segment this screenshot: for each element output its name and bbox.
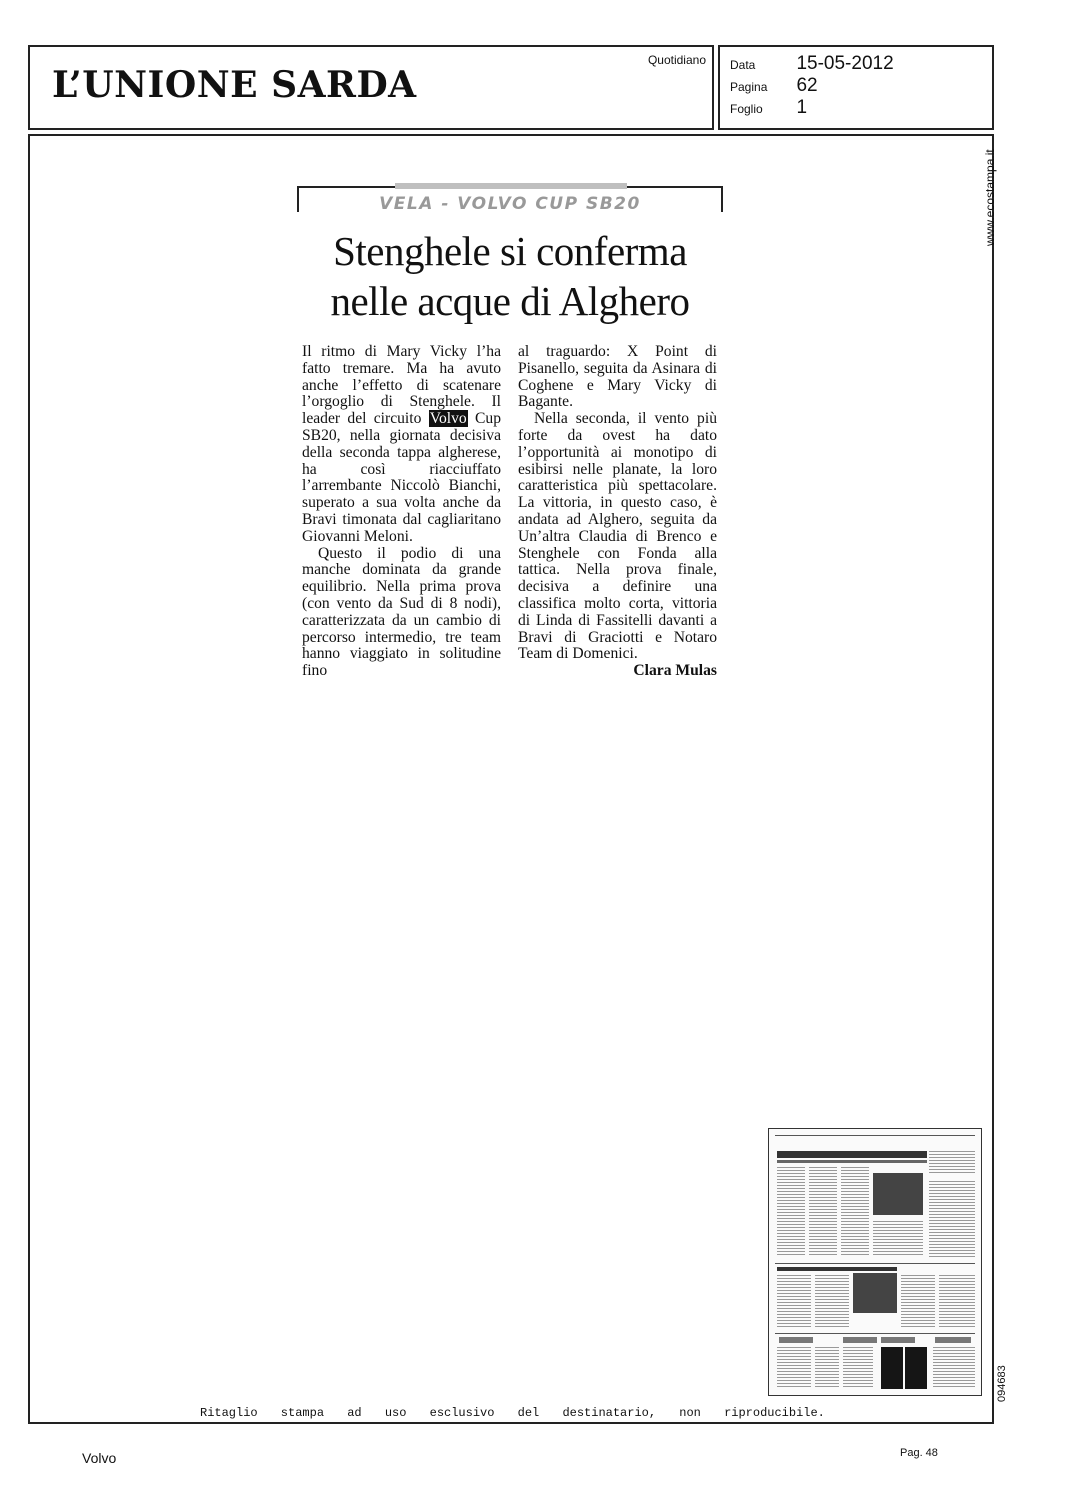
headline-line-2: nelle acque di Alghero — [330, 278, 690, 324]
kicker: VELA - VOLVO CUP SB20 — [379, 194, 641, 214]
side-code: 094683 — [996, 1365, 1008, 1402]
publication-type: Quotidiano — [647, 53, 706, 67]
sheet-row — [730, 97, 807, 119]
headline-line-1: Stenghele si conferma — [333, 228, 687, 274]
footer-disclaimer: Ritaglio stampa ad uso esclusivo del destinatario, non riproducibile. — [200, 1406, 825, 1420]
date-row — [730, 53, 894, 75]
paragraph-2: Questo il podio di una manche dominata da grande equilibrio. Nella prima prova (con vento da Sud di 8 nodi), caratterizzata da un cambio di percorso intermedio, tre team hanno viaggiato in solitudine fino — [302, 544, 501, 680]
side-url: www.ecostampa.it — [983, 149, 997, 246]
page-number: Pag. 48 — [900, 1447, 938, 1459]
masthead-box — [28, 45, 714, 130]
date-label: Data — [730, 58, 756, 72]
kicker-frame — [297, 186, 723, 212]
kicker-bar — [395, 183, 627, 189]
page-value: 62 — [796, 75, 818, 96]
sheet-value: 1 — [796, 97, 808, 118]
newspaper-title: L’UNIONE SARDA — [52, 64, 417, 106]
meta-box — [718, 45, 994, 130]
paragraph-4: Nella seconda, il vento più forte da ovest ha dato l’opportunità ai monotipo di esibirsi nelle planate, la loro caratteristica più spettacolare. La vittoria, in questo caso, è andata ad Alghero, seguita da Un’altra Claudia di Brenco e Stenghele con Fonda alla tattica. Nella prova finale, decisiva a definire una classifica molto corta, vittoria di Linda di Fassitelli davanti a Bravi di Graciotti e Notaro Team di Domenici. — [518, 410, 717, 663]
sheet-label: Foglio — [730, 102, 763, 116]
paragraph-1-start: Il ritmo di Mary Vicky l’ha fatto tremare. Ma ha avuto anche l’effetto di scatenare l’orgoglio di Stenghele. Il leader del circuito — [302, 343, 501, 428]
article-column-left — [302, 344, 501, 680]
search-keyword: Volvo — [82, 1450, 117, 1466]
page-label: Pagina — [730, 80, 768, 94]
article-column-right — [518, 344, 717, 680]
paragraph-1 — [302, 344, 501, 546]
byline: Clara Mulas — [633, 662, 717, 680]
date-value: 15-05-2012 — [796, 53, 894, 74]
headline — [297, 226, 723, 326]
page-row — [730, 75, 818, 97]
keyword-highlight: Volvo — [429, 410, 467, 428]
paragraph-1-end: Cup SB20, nella giornata decisiva della seconda tappa algherese, ha così riacciuffato l’arrembante Niccolò Bianchi, superato a sua volta anche da Bravi timonata dal cagliaritano Giovanni Meloni. — [302, 410, 501, 545]
page-thumbnail — [768, 1128, 982, 1396]
paragraph-3: al traguardo: X Point di Pisanello, seguita da Asinara di Coghene e Mary Vicky di Bagante. — [518, 343, 717, 411]
